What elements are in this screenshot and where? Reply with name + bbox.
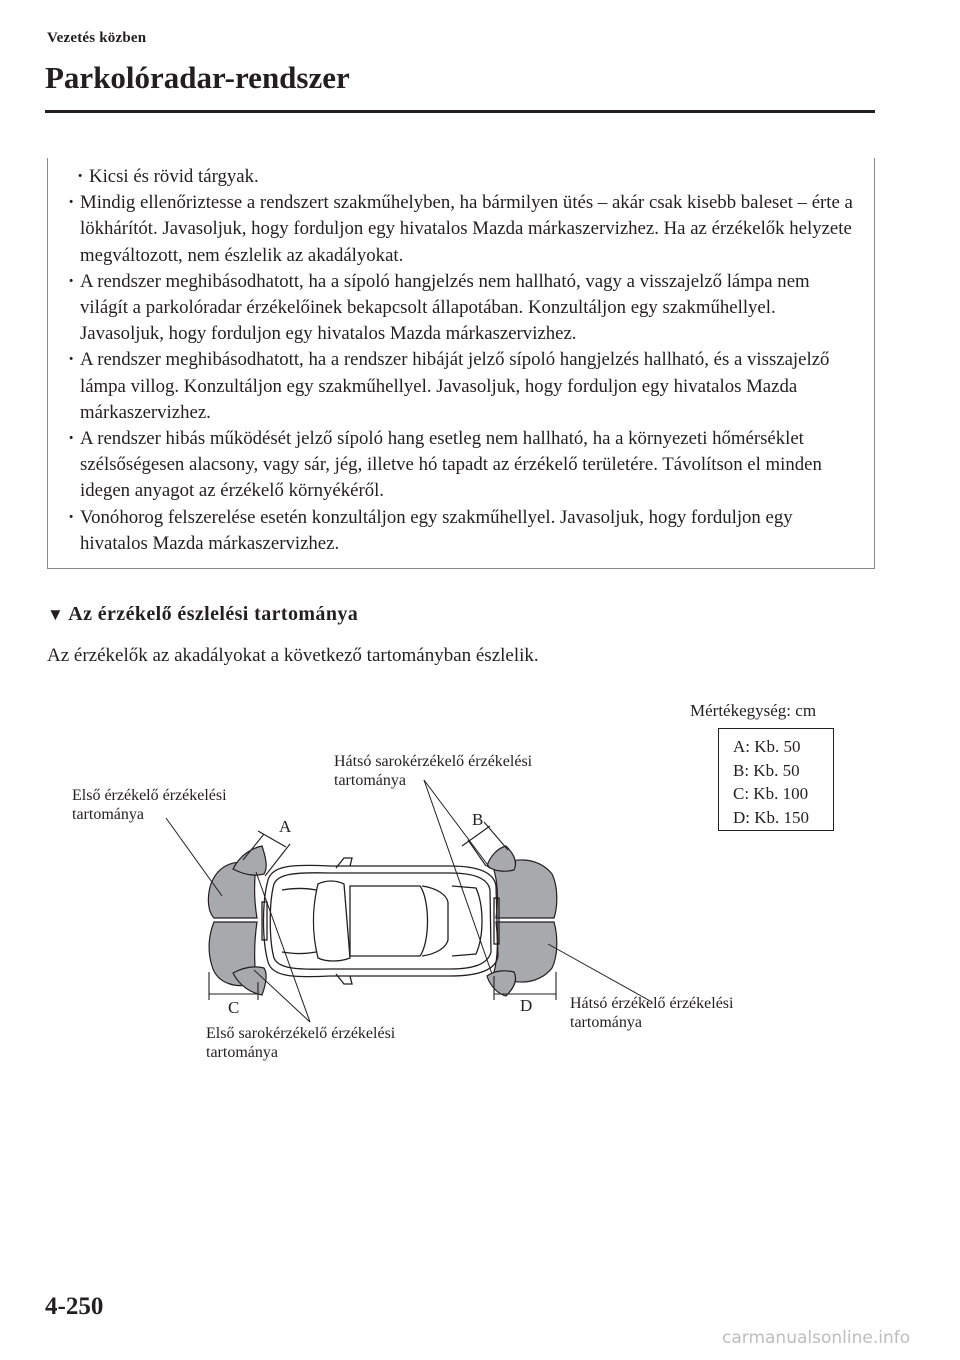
label-front-line2: tartománya [72,806,144,823]
watermark[interactable]: carmanualsonline.info [722,1328,911,1348]
label-rear-line1: Hátsó érzékelő érzékelési [570,995,734,1012]
page-number: 4-250 [45,1293,104,1320]
legend-item-a: A: Kb. 50 [733,737,801,756]
car-rear-window [422,886,448,956]
legend-item-c: C: Kb. 100 [733,784,809,803]
dimension-letter-b: B [472,810,484,829]
car-trunk [452,886,482,956]
label-rear-corner-sensor-range [334,752,532,790]
caution-item: · A rendszer hibás működését jelző sípoló hang esetleg nem hallható, ha a környezeti hőmérséklet szélsőségesen alacsony, vagy sár, jég, illetve hó tapadt az érzékelő területére. Távolítson el minden idegen anyagot az érzékelő környékéről. [68,426,854,505]
dim-a-ext2 [265,844,290,876]
car-hood-line-lower [282,952,316,954]
car-body [264,865,499,976]
car-outline [262,858,499,984]
dimension-letter-d: D [520,996,533,1015]
caution-item: · Kicsi és rövid tárgyak. [68,164,854,190]
car-windshield [314,881,351,961]
label-rear-line2: tartománya [570,1014,642,1031]
car-body-inner [270,873,491,969]
label-front-corner-sensor-range [206,1024,395,1062]
unit-label: Mértékegység: cm [690,701,817,720]
dimension-letter-c: C [228,998,240,1017]
label-rear-sensor-range [570,994,733,1032]
label-rear-corner-line2: tartománya [334,772,406,789]
leader-front-corner-1 [256,872,310,1022]
breadcrumb: Vezetés közben [47,30,147,46]
triangle-marker-icon: ▼ [47,605,65,624]
label-front-corner-line2: tartománya [206,1044,278,1061]
label-rear-corner-line1: Hátsó sarokérzékelő érzékelési [334,753,533,770]
car-hood-line-upper [282,889,316,891]
dim-b-ext1 [468,840,486,866]
detection-zones [208,846,556,996]
dim-b-ext2 [484,822,508,850]
legend-item-d: D: Kb. 150 [733,807,810,827]
caution-item: · Vonóhorog felszerelése esetén konzultáljon egy szakműhellyel. Javasoljuk, hogy forduljon egy hivatalos Mazda márkaszervizhez. [68,505,854,557]
label-front-line1: Első érzékelő érzékelési [72,787,227,804]
intro-text: Az érzékelők az akadályokat a következő tartományban észlelik. [47,645,539,666]
label-front-corner-line1: Első sarokérzékelő érzékelési [206,1025,396,1042]
car-roof [350,886,428,956]
page-title: Parkolóradar-rendszer [45,60,350,95]
front-corner-zone-upper [233,846,266,875]
caution-item: · A rendszer meghibásodhatott, ha a sípoló hangjelzés nem hallható, vagy a visszajelző lámpa nem világít a parkolóradar érzékelőinek bekapcsolt állapotában. Konzultáljon egy szakműhellyel. Javasoljuk, hogy forduljon egy hivatalos Mazda márkaszervizhez. [68,269,854,348]
caution-item: · Mindig ellenőriztesse a rendszert szakműhelyben, ha bármilyen ütés – akár csak kisebb baleset – érte a lökhárítót. Javasoljuk, hogy forduljon egy hivatalos Mazda márkaszervizhez. Ha az érzékelők helyzete megváltozott, nem észlelik az akadályokat. [68,190,854,269]
caution-item: · A rendszer meghibásodhatott, ha a rendszer hibáját jelző sípoló hangjelzés hallható, és a visszajelző lámpa villog. Konzultáljon egy szakműhellyel. Javasoljuk, hogy forduljon egy hivatalos Mazda márkaszervizhez. [68,347,854,426]
rear-corner-zone-lower [487,971,516,996]
leader-front-corner-2 [254,970,310,1022]
label-front-sensor-range [72,786,227,824]
front-corner-zone-lower [233,967,266,995]
section-heading-text: Az érzékelő észlelési tartománya [68,603,359,625]
dimension-letter-a: A [279,817,292,836]
legend-item-b: B: Kb. 50 [733,760,800,780]
leader-front-zone [166,818,222,896]
rear-corner-zone-upper [487,846,516,871]
